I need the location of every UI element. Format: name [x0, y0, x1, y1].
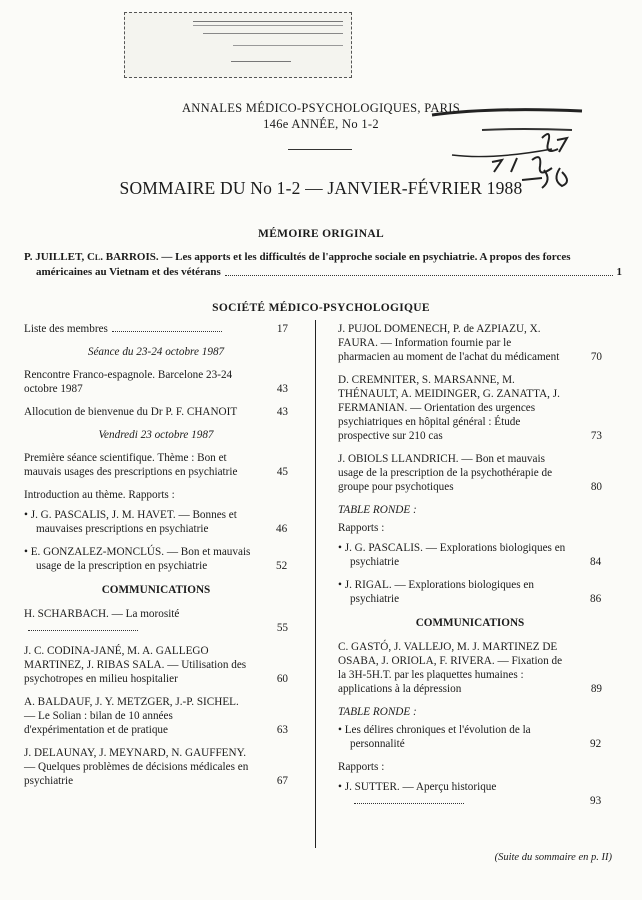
- rapports-label: Rapports :: [338, 761, 385, 773]
- journal-header: [0, 100, 642, 132]
- column-divider: [315, 320, 316, 848]
- intro-label: Introduction au thème. Rapports :: [24, 489, 175, 501]
- right-column: [338, 322, 602, 817]
- toc-entry[interactable]: Rencontre Franco-espagnole. Barcelone 23-24 octobre 1987 43: [24, 369, 288, 395]
- session-heading: Vendredi 23 octobre 1987: [98, 429, 214, 441]
- table-ronde-label: TABLE RONDE :: [338, 504, 417, 516]
- toc-entry[interactable]: H. SCHARBACH. — La morosité 55: [24, 608, 288, 634]
- communications-heading: COMMUNICATIONS: [415, 617, 525, 629]
- session-heading: Séance du 23-24 octobre 1987: [87, 346, 225, 358]
- toc-entry[interactable]: • J. G. PASCALIS. — Explorations biologiques en psychiatrie 84: [338, 542, 602, 568]
- toc-entry[interactable]: • J. G. PASCALIS, J. M. HAVET. — Bonnes et mauvaises prescriptions en psychiatrie 46: [24, 509, 288, 535]
- toc-entry[interactable]: C. GASTÓ, J. VALLEJO, M. J. MARTINEZ DE OSABA, J. ORIOLA, F. RIVERA. — Fixation de la 3H-5H.T. par les plaquettes humaines : applications à la dépression 89: [338, 641, 602, 695]
- toc-entry[interactable]: A. BALDAUF, J. Y. METZGER, J.-P. SICHEL. — Le Solian : bilan de 10 années d'expérimentation et de pratique 63: [24, 696, 288, 736]
- left-column: [24, 322, 288, 797]
- memoire-text1: — Les apports et les difficultés de l'approche sociale en psychiatrie. A propos des forces: [158, 251, 571, 263]
- header-rule: [288, 149, 352, 150]
- rapports-label: Rapports :: [338, 522, 385, 534]
- societe-heading: SOCIÉTÉ MÉDICO-PSYCHOLOGIQUE: [212, 302, 430, 314]
- toc-entry[interactable]: J. PUJOL DOMENECH, P. de AZPIAZU, X. FAURA. — Information fournie par le pharmacien au moment de l'achat du médicament 70: [338, 323, 602, 363]
- library-stamp: [124, 12, 352, 78]
- toc-entry[interactable]: J. C. CODINA-JANÉ, M. A. GALLEGO MARTINEZ, J. RIBAS SALA. — Utilisation des psychotropes en milieu hospitalier 60: [24, 645, 288, 685]
- toc-entry[interactable]: Allocution de bienvenue du Dr P. F. CHANOIT 43: [24, 406, 288, 418]
- memoire-entry: [24, 250, 622, 280]
- journal-name: ANNALES MÉDICO-PSYCHOLOGIQUES, PARIS: [181, 101, 461, 115]
- memoire-heading: MÉMOIRE ORIGINAL: [258, 228, 384, 240]
- page-title: SOMMAIRE DU No 1-2 — JANVIER-FÉVRIER 1988: [119, 178, 523, 198]
- toc-entry[interactable]: • Les délires chroniques et l'évolution de la personnalité 92: [338, 724, 602, 750]
- toc-entry[interactable]: • J. RIGAL. — Explorations biologiques en psychiatrie 86: [338, 579, 602, 605]
- toc-entry[interactable]: Liste des membres 17: [24, 323, 288, 335]
- communications-heading: COMMUNICATIONS: [101, 584, 211, 596]
- toc-entry[interactable]: • J. SUTTER. — Aperçu historique 93: [338, 781, 602, 807]
- memoire-text2: américaines au Vietnam et des vétérans: [36, 266, 221, 278]
- toc-entry[interactable]: • E. GONZALEZ-MONCLÚS. — Bon et mauvais usage de la prescription en psychiatrie 52: [24, 546, 288, 572]
- journal-issue: 146e ANNÉE, No 1-2: [263, 117, 379, 131]
- memoire-authors: P. JUILLET, Cl. BARROIS.: [24, 251, 159, 263]
- toc-entry[interactable]: J. DELAUNAY, J. MEYNARD, N. GAUFFENY. — Quelques problèmes de décisions médicales en psychiatrie 67: [24, 747, 288, 787]
- toc-entry[interactable]: D. CREMNITER, S. MARSANNE, M. THÉNAULT, A. MEIDINGER, G. ZANATTA, J. FERMANIAN. — Orientation des urgences psychiatriques en hôpital général : Étude prospective sur 210 cas 73: [338, 374, 602, 442]
- continuation-note: (Suite du sommaire en p. II): [494, 852, 612, 863]
- toc-entry[interactable]: J. OBIOLS LLANDRICH. — Bon et mauvais usage de la prescription de la psychothérapie de groupe pour psychotiques 80: [338, 453, 602, 493]
- memoire-page: 1: [616, 266, 622, 278]
- table-ronde-label: TABLE RONDE :: [338, 706, 417, 718]
- toc-entry[interactable]: Première séance scientifique. Thème : Bon et mauvais usages des prescriptions en psychiatrie 45: [24, 452, 288, 478]
